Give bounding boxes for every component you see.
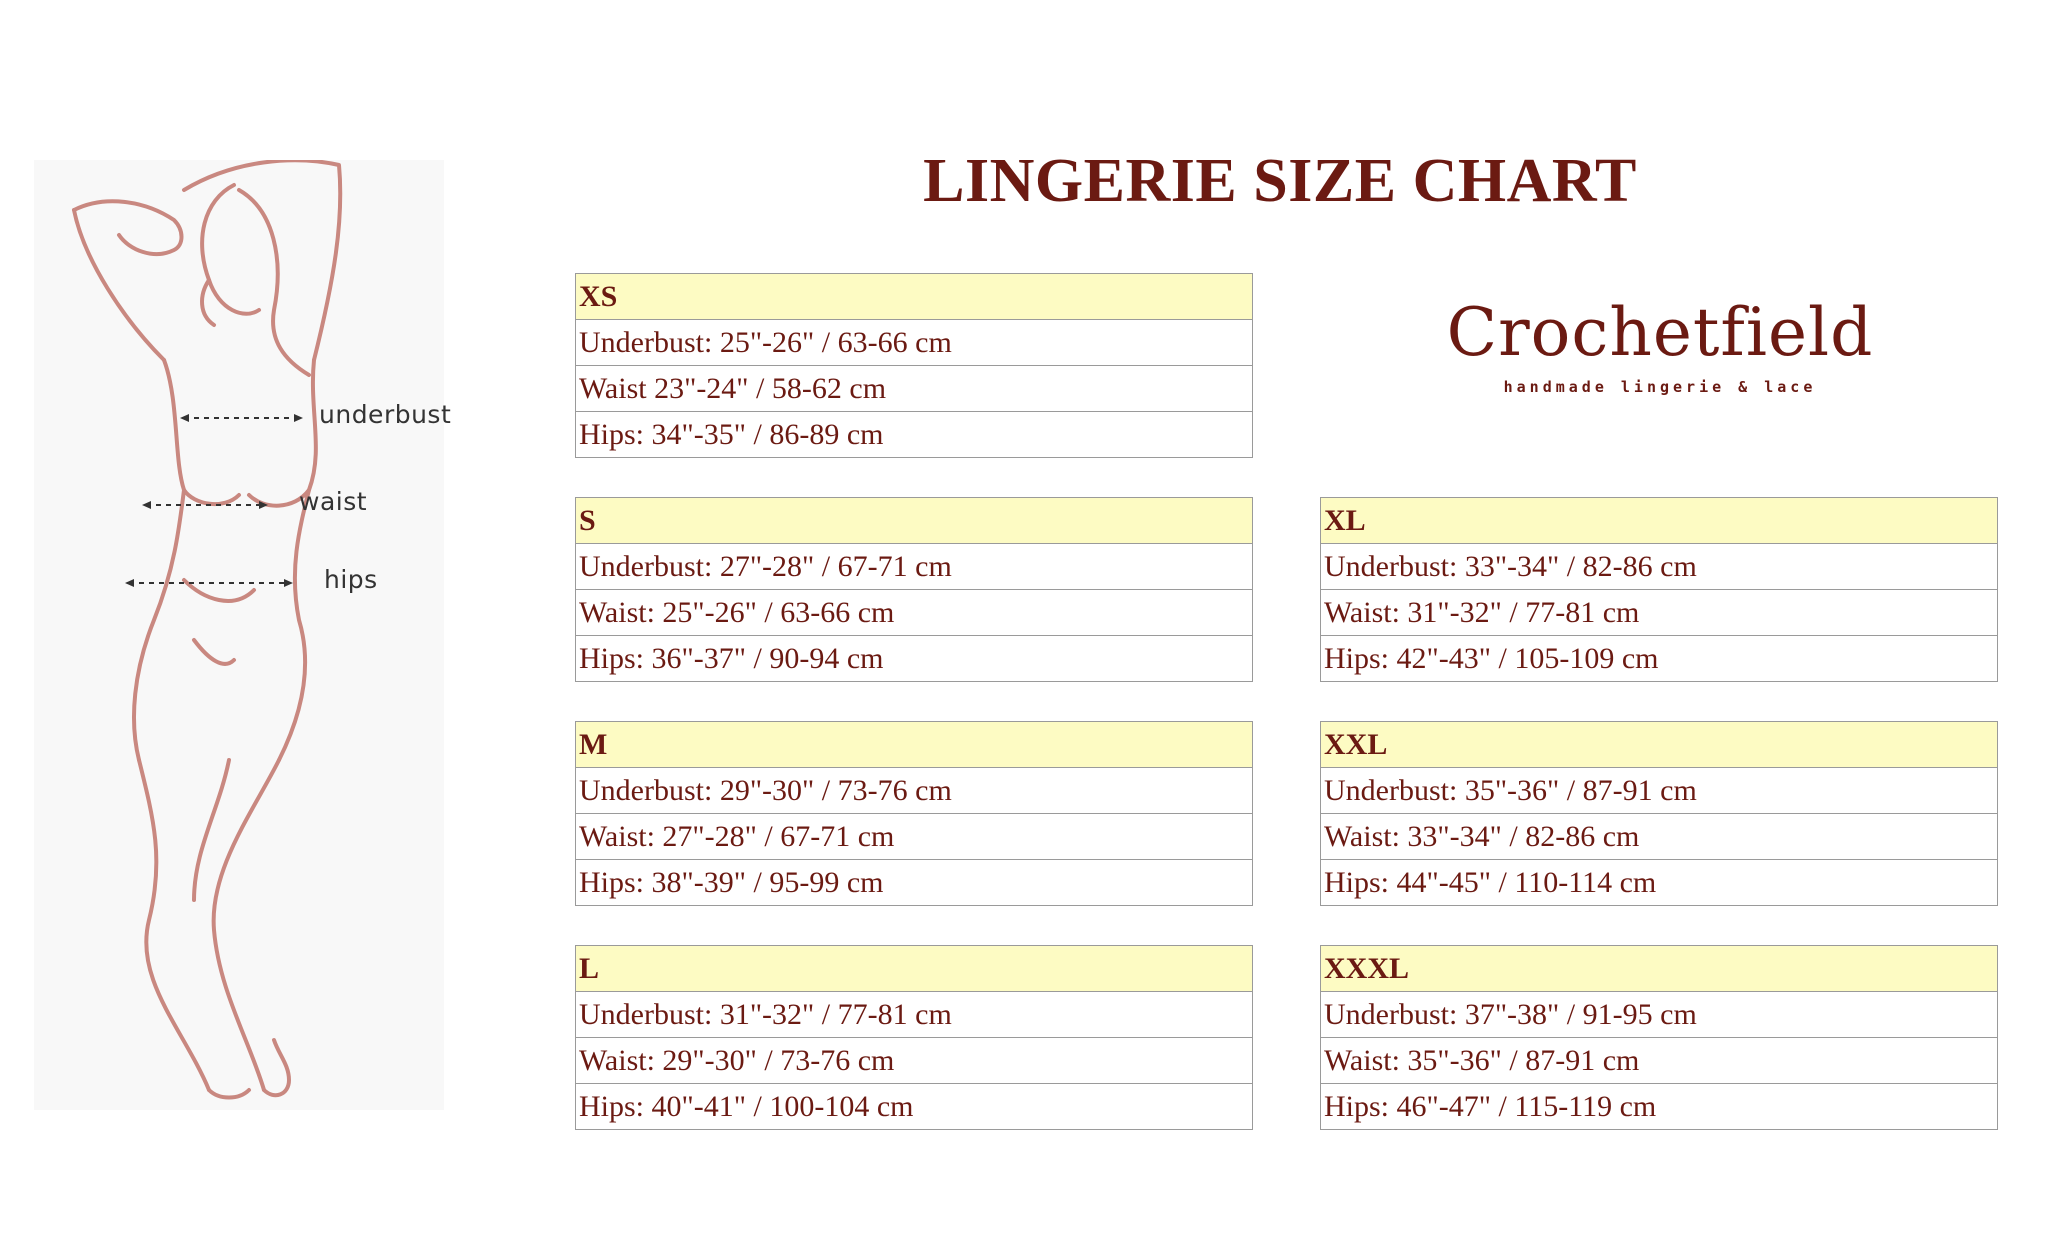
body-figure-illustration xyxy=(34,160,452,1110)
hips-row: Hips: 42"-43" / 105-109 cm xyxy=(1321,635,1997,681)
waist-row: Waist: 25"-26" / 63-66 cm xyxy=(576,589,1252,635)
brand-logo xyxy=(1400,294,1920,396)
waist-label: waist xyxy=(299,487,368,516)
size-header: XXXL xyxy=(1321,946,1997,991)
underbust-row: Underbust: 25"-26" / 63-66 cm xyxy=(576,319,1252,365)
size-header: L xyxy=(576,946,1252,991)
size-table-xxl xyxy=(1320,721,1998,906)
size-table-xs xyxy=(575,273,1253,458)
underbust-row: Underbust: 33"-34" / 82-86 cm xyxy=(1321,543,1997,589)
hips-row: Hips: 38"-39" / 95-99 cm xyxy=(576,859,1252,905)
body-outline-drawing xyxy=(34,160,444,1110)
size-header: S xyxy=(576,498,1252,543)
underbust-row: Underbust: 35"-36" / 87-91 cm xyxy=(1321,767,1997,813)
underbust-row: Underbust: 29"-30" / 73-76 cm xyxy=(576,767,1252,813)
page-title: LINGERIE SIZE CHART xyxy=(923,147,1637,215)
brand-name: Crochetfield xyxy=(1446,294,1874,371)
waist-row: Waist: 31"-32" / 77-81 cm xyxy=(1321,589,1997,635)
size-header: M xyxy=(576,722,1252,767)
size-header: XS xyxy=(576,274,1252,319)
size-table-l xyxy=(575,945,1253,1130)
hips-row: Hips: 46"-47" / 115-119 cm xyxy=(1321,1083,1997,1129)
hips-row: Hips: 36"-37" / 90-94 cm xyxy=(576,635,1252,681)
size-table-xl xyxy=(1320,497,1998,682)
underbust-row: Underbust: 31"-32" / 77-81 cm xyxy=(576,991,1252,1037)
hips-row: Hips: 44"-45" / 110-114 cm xyxy=(1321,859,1997,905)
hips-label: hips xyxy=(324,565,378,594)
waist-row: Waist 23"-24" / 58-62 cm xyxy=(576,365,1252,411)
hips-row: Hips: 40"-41" / 100-104 cm xyxy=(576,1083,1252,1129)
size-header: XL xyxy=(1321,498,1997,543)
underbust-row: Underbust: 37"-38" / 91-95 cm xyxy=(1321,991,1997,1037)
size-header: XXL xyxy=(1321,722,1997,767)
size-table-xxxl xyxy=(1320,945,1998,1130)
underbust-label: underbust xyxy=(319,400,452,429)
brand-tagline: handmade lingerie & lace xyxy=(1503,378,1817,396)
waist-row: Waist: 29"-30" / 73-76 cm xyxy=(576,1037,1252,1083)
hips-row: Hips: 34"-35" / 86-89 cm xyxy=(576,411,1252,457)
waist-row: Waist: 35"-36" / 87-91 cm xyxy=(1321,1037,1997,1083)
underbust-row: Underbust: 27"-28" / 67-71 cm xyxy=(576,543,1252,589)
size-table-s xyxy=(575,497,1253,682)
waist-row: Waist: 33"-34" / 82-86 cm xyxy=(1321,813,1997,859)
waist-row: Waist: 27"-28" / 67-71 cm xyxy=(576,813,1252,859)
size-table-m xyxy=(575,721,1253,906)
